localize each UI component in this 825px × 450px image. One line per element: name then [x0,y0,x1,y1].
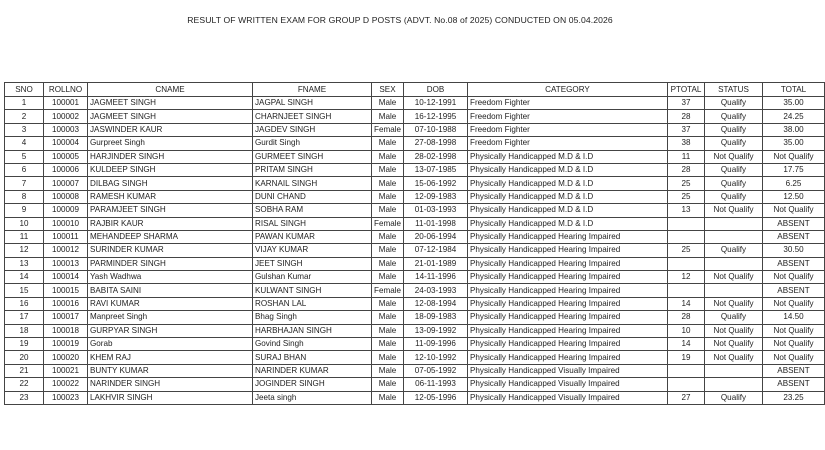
cell-sno: 21 [5,364,44,377]
cell-sex: Male [372,351,404,364]
cell-sex: Male [372,204,404,217]
cell-fname: GURMEET SINGH [253,150,372,163]
cell-sno: 4 [5,137,44,150]
cell-dob: 20-06-1994 [404,230,468,243]
cell-rollno: 100005 [44,150,88,163]
cell-total: Not Qualify [763,150,825,163]
cell-status: Qualify [705,110,763,123]
cell-ptotal [668,257,705,270]
cell-dob: 11-01-1998 [404,217,468,230]
cell-ptotal: 13 [668,204,705,217]
cell-sno: 20 [5,351,44,364]
table-row [5,257,825,270]
cell-sex: Male [372,391,404,404]
cell-sno: 3 [5,123,44,136]
cell-ptotal [668,217,705,230]
cell-rollno: 100014 [44,271,88,284]
cell-status [705,257,763,270]
cell-sno: 2 [5,110,44,123]
table-row [5,177,825,190]
cell-cname: Manpreet Singh [88,311,253,324]
cell-ptotal: 14 [668,297,705,310]
result-table [4,82,825,405]
cell-fname: Jeeta singh [253,391,372,404]
cell-category: Freedom Fighter [468,123,668,136]
cell-total: 17.75 [763,163,825,176]
table-row [5,364,825,377]
cell-sex: Male [372,137,404,150]
cell-dob: 12-10-1992 [404,351,468,364]
cell-total: Not Qualify [763,338,825,351]
cell-category: Physically Handicapped M.D & I.D [468,190,668,203]
cell-cname: PARMINDER SINGH [88,257,253,270]
table-body [5,97,825,405]
cell-dob: 15-06-1992 [404,177,468,190]
cell-status: Qualify [705,391,763,404]
cell-total: 35.00 [763,97,825,110]
cell-cname: BABITA SAINI [88,284,253,297]
column-header-ptotal: PTOTAL [668,83,705,97]
cell-sno: 9 [5,204,44,217]
table-row [5,163,825,176]
cell-ptotal: 19 [668,351,705,364]
cell-sex: Male [372,110,404,123]
cell-sex: Male [372,324,404,337]
cell-total: 38.00 [763,123,825,136]
cell-category: Physically Handicapped M.D & I.D [468,177,668,190]
cell-cname: Gurpreet Singh [88,137,253,150]
table-row [5,217,825,230]
cell-sex: Male [372,297,404,310]
cell-ptotal: 37 [668,123,705,136]
cell-sno: 7 [5,177,44,190]
cell-fname: PAWAN KUMAR [253,230,372,243]
column-header-sex: SEX [372,83,404,97]
cell-category: Physically Handicapped Hearing Impaired [468,338,668,351]
cell-status: Qualify [705,190,763,203]
cell-category: Physically Handicapped Hearing Impaired [468,244,668,257]
cell-cname: LAKHVIR SINGH [88,391,253,404]
cell-sno: 22 [5,378,44,391]
cell-sex: Male [372,244,404,257]
cell-sex: Female [372,123,404,136]
cell-ptotal: 37 [668,97,705,110]
cell-fname: RISAL SINGH [253,217,372,230]
cell-fname: Gulshan Kumar [253,271,372,284]
cell-sex: Male [372,163,404,176]
cell-status [705,284,763,297]
column-header-category: CATEGORY [468,83,668,97]
cell-total: Not Qualify [763,297,825,310]
cell-rollno: 100015 [44,284,88,297]
cell-fname: Govind Singh [253,338,372,351]
cell-total: 30.50 [763,244,825,257]
column-header-cname: CNAME [88,83,253,97]
cell-rollno: 100011 [44,230,88,243]
cell-sex: Female [372,217,404,230]
cell-fname: KULWANT SINGH [253,284,372,297]
cell-sex: Male [372,338,404,351]
cell-rollno: 100021 [44,364,88,377]
cell-sex: Male [372,230,404,243]
cell-dob: 27-08-1998 [404,137,468,150]
cell-dob: 06-11-1993 [404,378,468,391]
cell-cname: DILBAG SINGH [88,177,253,190]
cell-dob: 12-05-1996 [404,391,468,404]
cell-sno: 11 [5,230,44,243]
table-row [5,391,825,404]
cell-category: Physically Handicapped Hearing Impaired [468,311,668,324]
cell-sno: 16 [5,297,44,310]
cell-cname: JAGMEET SINGH [88,110,253,123]
cell-cname: JAGMEET SINGH [88,97,253,110]
cell-status [705,378,763,391]
cell-status: Qualify [705,137,763,150]
cell-rollno: 100010 [44,217,88,230]
cell-category: Physically Handicapped Hearing Impaired [468,230,668,243]
cell-total: 6.25 [763,177,825,190]
cell-fname: JAGPAL SINGH [253,97,372,110]
cell-cname: Gorab [88,338,253,351]
cell-status: Qualify [705,311,763,324]
cell-ptotal: 12 [668,271,705,284]
cell-rollno: 100012 [44,244,88,257]
cell-cname: RAMESH KUMAR [88,190,253,203]
cell-dob: 18-09-1983 [404,311,468,324]
cell-ptotal: 25 [668,177,705,190]
cell-fname: Bhag Singh [253,311,372,324]
cell-ptotal: 38 [668,137,705,150]
table-row [5,97,825,110]
table-row [5,123,825,136]
cell-category: Physically Handicapped Hearing Impaired [468,271,668,284]
cell-status: Not Qualify [705,351,763,364]
cell-category: Physically Handicapped Hearing Impaired [468,257,668,270]
cell-category: Freedom Fighter [468,97,668,110]
cell-sno: 13 [5,257,44,270]
cell-cname: MEHANDEEP SHARMA [88,230,253,243]
cell-status [705,230,763,243]
cell-total: 14.50 [763,311,825,324]
table-row [5,204,825,217]
cell-dob: 10-12-1991 [404,97,468,110]
cell-ptotal [668,364,705,377]
column-header-status: STATUS [705,83,763,97]
cell-category: Physically Handicapped M.D & I.D [468,150,668,163]
table-row [5,230,825,243]
cell-total: Not Qualify [763,204,825,217]
cell-sno: 1 [5,97,44,110]
cell-category: Physically Handicapped Visually Impaired [468,364,668,377]
cell-total: 35.00 [763,137,825,150]
cell-cname: JASWINDER KAUR [88,123,253,136]
cell-rollno: 100018 [44,324,88,337]
cell-cname: PARAMJEET SINGH [88,204,253,217]
cell-total: Not Qualify [763,324,825,337]
cell-total: 23.25 [763,391,825,404]
cell-fname: VIJAY KUMAR [253,244,372,257]
cell-fname: SURAJ BHAN [253,351,372,364]
cell-ptotal: 28 [668,163,705,176]
cell-ptotal: 25 [668,244,705,257]
cell-sno: 15 [5,284,44,297]
cell-cname: KHEM RAJ [88,351,253,364]
cell-total: Not Qualify [763,351,825,364]
cell-sex: Male [372,311,404,324]
table-row [5,190,825,203]
cell-sex: Male [372,177,404,190]
cell-cname: RAJBIR KAUR [88,217,253,230]
column-header-rollno: ROLLNO [44,83,88,97]
cell-dob: 14-11-1996 [404,271,468,284]
cell-rollno: 100009 [44,204,88,217]
cell-fname: HARBHAJAN SINGH [253,324,372,337]
table-row [5,137,825,150]
cell-dob: 28-02-1998 [404,150,468,163]
cell-cname: BUNTY KUMAR [88,364,253,377]
table-row [5,244,825,257]
cell-status: Not Qualify [705,324,763,337]
cell-sno: 10 [5,217,44,230]
cell-rollno: 100001 [44,97,88,110]
column-header-dob: DOB [404,83,468,97]
cell-total: Not Qualify [763,271,825,284]
cell-total: ABSENT [763,378,825,391]
cell-category: Physically Handicapped Hearing Impaired [468,297,668,310]
cell-sno: 23 [5,391,44,404]
cell-category: Freedom Fighter [468,110,668,123]
cell-dob: 12-08-1994 [404,297,468,310]
cell-sno: 12 [5,244,44,257]
table-row [5,324,825,337]
cell-total: 24.25 [763,110,825,123]
column-header-sno: SNO [5,83,44,97]
cell-rollno: 100008 [44,190,88,203]
cell-status: Not Qualify [705,271,763,284]
cell-fname: KARNAIL SINGH [253,177,372,190]
cell-sno: 18 [5,324,44,337]
cell-sno: 19 [5,338,44,351]
page-title: RESULT OF WRITTEN EXAM FOR GROUP D POSTS (ADVT. No.08 of 2025) CONDUCTED ON 05.04.2026 [187,15,613,25]
cell-rollno: 100016 [44,297,88,310]
cell-rollno: 100023 [44,391,88,404]
table-row [5,150,825,163]
cell-status: Qualify [705,177,763,190]
cell-sno: 5 [5,150,44,163]
cell-rollno: 100022 [44,378,88,391]
table-row [5,297,825,310]
cell-sno: 17 [5,311,44,324]
cell-rollno: 100019 [44,338,88,351]
cell-dob: 01-03-1993 [404,204,468,217]
cell-dob: 07-10-1988 [404,123,468,136]
table-row [5,351,825,364]
cell-cname: SURINDER KUMAR [88,244,253,257]
cell-category: Physically Handicapped Visually Impaired [468,378,668,391]
table-row [5,110,825,123]
cell-category: Physically Handicapped Visually Impaired [468,391,668,404]
cell-category: Physically Handicapped M.D & I.D [468,204,668,217]
cell-rollno: 100017 [44,311,88,324]
column-header-total: TOTAL [763,83,825,97]
cell-cname: GURPYAR SINGH [88,324,253,337]
table-row [5,284,825,297]
cell-status: Not Qualify [705,204,763,217]
cell-status: Qualify [705,163,763,176]
cell-fname: DUNI CHAND [253,190,372,203]
cell-sex: Male [372,378,404,391]
cell-fname: PRITAM SINGH [253,163,372,176]
cell-sex: Male [372,97,404,110]
cell-dob: 21-01-1989 [404,257,468,270]
cell-ptotal [668,230,705,243]
cell-sex: Male [372,257,404,270]
cell-dob: 16-12-1995 [404,110,468,123]
cell-ptotal [668,378,705,391]
table-row [5,271,825,284]
cell-rollno: 100013 [44,257,88,270]
cell-status [705,364,763,377]
cell-dob: 07-05-1992 [404,364,468,377]
cell-dob: 13-09-1992 [404,324,468,337]
cell-sex: Male [372,364,404,377]
cell-ptotal [668,284,705,297]
cell-dob: 11-09-1996 [404,338,468,351]
cell-cname: KULDEEP SINGH [88,163,253,176]
cell-total: ABSENT [763,217,825,230]
cell-cname: HARJINDER SINGH [88,150,253,163]
cell-fname: JAGDEV SINGH [253,123,372,136]
cell-total: ABSENT [763,364,825,377]
cell-cname: RAVI KUMAR [88,297,253,310]
cell-category: Physically Handicapped Hearing Impaired [468,351,668,364]
cell-cname: NARINDER SINGH [88,378,253,391]
cell-ptotal: 14 [668,338,705,351]
cell-rollno: 100004 [44,137,88,150]
cell-rollno: 100003 [44,123,88,136]
cell-status: Not Qualify [705,297,763,310]
cell-dob: 07-12-1984 [404,244,468,257]
cell-category: Physically Handicapped Hearing Impaired [468,324,668,337]
cell-ptotal: 28 [668,110,705,123]
cell-dob: 13-07-1985 [404,163,468,176]
cell-cname: Yash Wadhwa [88,271,253,284]
cell-rollno: 100020 [44,351,88,364]
table-row [5,378,825,391]
cell-status: Qualify [705,97,763,110]
cell-category: Physically Handicapped M.D & I.D [468,163,668,176]
table-row [5,338,825,351]
column-header-fname: FNAME [253,83,372,97]
cell-fname: SOBHA RAM [253,204,372,217]
cell-rollno: 100002 [44,110,88,123]
cell-ptotal: 10 [668,324,705,337]
cell-total: 12.50 [763,190,825,203]
table-row [5,311,825,324]
cell-rollno: 100006 [44,163,88,176]
cell-sno: 6 [5,163,44,176]
cell-category: Physically Handicapped M.D & I.D [468,217,668,230]
cell-sno: 14 [5,271,44,284]
cell-fname: JEET SINGH [253,257,372,270]
cell-status: Qualify [705,244,763,257]
cell-total: ABSENT [763,230,825,243]
cell-status [705,217,763,230]
cell-ptotal: 11 [668,150,705,163]
cell-total: ABSENT [763,284,825,297]
cell-fname: ROSHAN LAL [253,297,372,310]
cell-ptotal: 25 [668,190,705,203]
cell-rollno: 100007 [44,177,88,190]
cell-dob: 24-03-1993 [404,284,468,297]
cell-category: Freedom Fighter [468,137,668,150]
cell-category: Physically Handicapped Hearing Impaired [468,284,668,297]
cell-total: ABSENT [763,257,825,270]
cell-status: Not Qualify [705,338,763,351]
cell-sno: 8 [5,190,44,203]
cell-fname: CHARNJEET SINGH [253,110,372,123]
cell-ptotal: 27 [668,391,705,404]
cell-sex: Male [372,150,404,163]
cell-fname: NARINDER KUMAR [253,364,372,377]
cell-dob: 12-09-1983 [404,190,468,203]
cell-status: Not Qualify [705,150,763,163]
table-header-row [5,83,825,97]
cell-status: Qualify [705,123,763,136]
cell-sex: Male [372,190,404,203]
cell-ptotal: 28 [668,311,705,324]
cell-sex: Male [372,271,404,284]
cell-fname: JOGINDER SINGH [253,378,372,391]
cell-sex: Female [372,284,404,297]
cell-fname: Gurdit Singh [253,137,372,150]
